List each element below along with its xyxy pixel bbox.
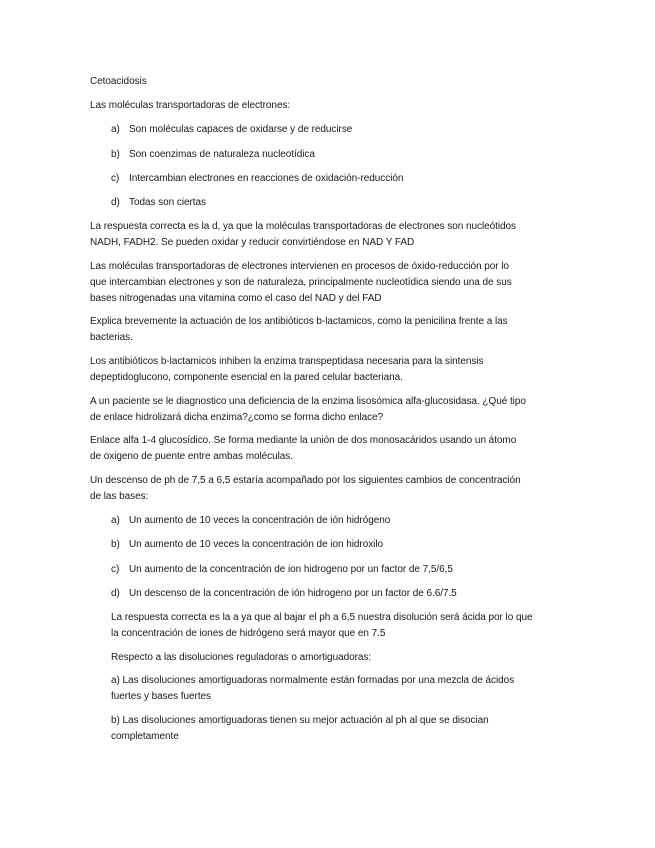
answer-3-line-2: de oxigeno de puente entre ambas moléculas.: [90, 451, 293, 462]
answer-3-line-1: Enlace alfa 1-4 glucosídico. Se forma mediante la unión de dos monosacáridos usando un átomo: [90, 435, 517, 446]
q4-option-c-letter: c): [111, 564, 120, 575]
q1-option-c-letter: c): [111, 173, 120, 184]
q1-option-b-letter: b): [111, 149, 120, 160]
answer-2-line-1: Los antibióticos b-lactamicos inhiben la enzima transpeptidasa necesaria para la sintensis: [90, 356, 484, 367]
q1-answer-line-2: NADH, FADH2. Se pueden oxidar y reducir convirtiéndose en NAD Y FAD: [90, 237, 415, 248]
paragraph-2-line-3: bases nitrogenadas una vitamina como el caso del NAD y del FAD: [90, 293, 382, 304]
q4-option-b-letter: b): [111, 539, 120, 550]
question-4-line-1: Un descenso de ph de 7,5 a 6,5 estaría acompañado por los siguientes cambios de concentración: [90, 475, 521, 486]
question-1-prompt: Las moléculas transportadoras de electrones:: [90, 100, 291, 111]
q4-option-c-text: Un aumento de la concentración de ion hidrogeno por un factor de 7,5/6,5: [129, 564, 453, 575]
q1-option-a-text: Son moléculas capaces de oxidarse y de reducirse: [129, 124, 353, 135]
q1-option-d-letter: d): [111, 197, 120, 208]
q5-option-b-line-2: completamente: [111, 731, 179, 742]
q4-option-b-text: Un aumento de 10 veces la concentración de ion hidroxilo: [129, 539, 384, 550]
paragraph-2-line-1: Las moléculas transportadoras de electrones intervienen en procesos de óxido-reducción por lo: [90, 261, 509, 272]
answer-2-line-2: depeptidoglucono, componente esencial en la pared celular bacteriana.: [90, 372, 403, 383]
q4-option-d-letter: d): [111, 588, 120, 599]
question-3-line-2: de enlace hidrolizará dicha enzima?¿como se forma dicho enlace?: [90, 412, 384, 423]
q4-option-a-text: Un aumento de 10 veces la concentración de ión hidrógeno: [129, 515, 391, 526]
q5-option-a-line-1: a) Las disoluciones amortiguadoras normalmente están formadas por una mezcla de ácidos: [111, 675, 515, 686]
question-4-line-2: de las bases:: [90, 491, 149, 502]
q4-answer-line-1: La respuesta correcta es la a ya que al bajar el ph a 6,5 nuestra disolución será ácida por lo que: [111, 612, 533, 623]
q1-option-c-text: Intercambian electrones en reacciones de oxidación-reducción: [129, 173, 404, 184]
q1-option-b-text: Son coenzimas de naturaleza nucleotídica: [129, 149, 315, 160]
paragraph-2-line-2: que intercambian electrones y son de naturaleza, principalmente nucleotídica siendo una de sus: [90, 277, 512, 288]
q5-option-b-line-1: b) Las disoluciones amortiguadoras tienen su mejor actuación al ph al que se disocian: [111, 715, 489, 726]
q4-answer-line-2: la concentración de iones de hidrógeno será mayor que en 7.5: [111, 628, 386, 639]
q5-option-a-line-2: fuertes y bases fuertes: [111, 691, 212, 702]
question-2-line-2: bacterias.: [90, 332, 133, 343]
q1-option-a-letter: a): [111, 124, 120, 135]
q1-option-d-text: Todas son ciertas: [129, 197, 206, 208]
document-title: Cetoacidosis: [90, 76, 147, 87]
question-2-line-1: Explica brevemente la actuación de los antibióticos b-lactamicos, como la penicilina frente a las: [90, 316, 508, 327]
q4-option-d-text: Un descenso de la concentración de ión hidrogeno por un factor de 6.6/7.5: [129, 588, 457, 599]
q4-option-a-letter: a): [111, 515, 120, 526]
question-3-line-1: A un paciente se le diagnostico una deficiencia de la enzima lisosómica alfa-glucosidasa. ¿Qué tipo: [90, 396, 526, 407]
question-5-prompt: Respecto a las disoluciones reguladoras o amortiguadoras:: [111, 652, 372, 663]
q1-answer-line-1: La respuesta correcta es la d, ya que la moléculas transportadoras de electrones son nucleótidos: [90, 221, 517, 232]
